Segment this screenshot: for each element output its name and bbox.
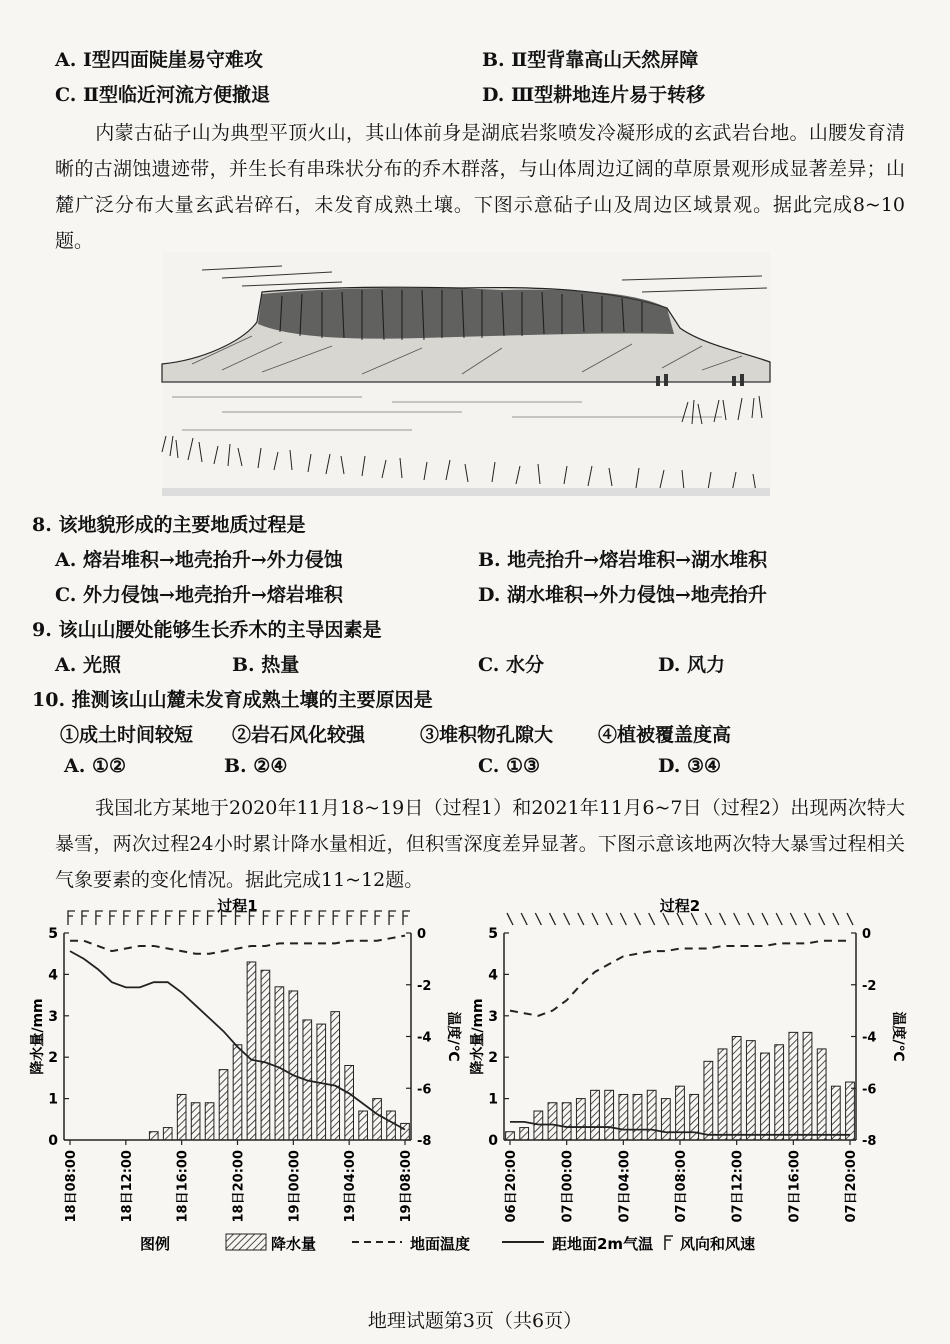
wind-barb	[762, 913, 768, 925]
chart-title: 过程1	[217, 897, 258, 915]
y-tick-label: 3	[488, 1008, 498, 1025]
wind-barb	[291, 911, 298, 925]
precip-bar	[661, 1099, 670, 1140]
q10-option-a: A. ①②	[64, 755, 127, 777]
x-tick-label: 19日04:00	[343, 1150, 359, 1223]
legend-ground-temp-label: 地面温度	[410, 1235, 471, 1253]
wind-barb	[521, 913, 527, 925]
option-a-prev: A. Ⅰ型四面陡崖易守难攻	[55, 49, 263, 71]
q10-statement-2: ②岩石风化较强	[232, 724, 366, 746]
precip-bar	[591, 1090, 600, 1140]
legend-air-temp-label: 距地面2m气温	[552, 1235, 654, 1253]
wind-barb	[776, 913, 782, 925]
wind-barb	[649, 913, 655, 925]
precip-bar	[520, 1128, 529, 1140]
wind-barb	[96, 911, 103, 925]
wind-barb	[208, 911, 215, 925]
y2-tick-label: 0	[417, 927, 427, 942]
option-b-prev: B. Ⅱ型背靠高山天然屏障	[482, 49, 699, 71]
q10-stem: 10. 推测该山山麓未发育成熟土壤的主要原因是	[32, 689, 433, 711]
q10-option-d: D. ③④	[658, 755, 722, 777]
passage-1	[55, 115, 905, 259]
q10-statement-4: ④植被覆盖度高	[598, 724, 732, 746]
precip-bar	[562, 1103, 571, 1140]
wind-barb	[263, 911, 270, 925]
wind-barb	[152, 911, 159, 925]
x-tick-label: 06日20:00	[504, 1150, 519, 1223]
ground-temp-line	[510, 941, 850, 1016]
precip-bar	[633, 1094, 642, 1140]
y2-axis-label: 温度/℃	[445, 1011, 461, 1062]
y2-tick-label: 0	[862, 927, 872, 942]
y2-tick-label: -2	[417, 978, 432, 994]
legend-precip-swatch	[226, 1234, 266, 1250]
precip-bar	[163, 1128, 172, 1140]
precip-bar	[233, 1045, 242, 1140]
q8-option-d: D. 湖水堆积→外力侵蚀→地壳抬升	[478, 584, 767, 606]
option-d-prev: D. Ⅲ型耕地连片易于转移	[482, 84, 706, 106]
y2-tick-label: -8	[862, 1134, 877, 1149]
precip-bar	[789, 1032, 798, 1140]
chart-legend	[140, 1228, 820, 1258]
passage-2	[55, 790, 905, 898]
landscape-sketch	[162, 252, 770, 496]
wind-barb	[347, 911, 354, 925]
chart-process-2	[460, 895, 906, 1223]
wind-barb	[592, 913, 598, 925]
precip-bar	[387, 1111, 396, 1140]
y-tick-label: 1	[48, 1091, 58, 1108]
q9-stem: 9. 该山山腰处能够生长乔木的主导因素是	[32, 619, 382, 641]
precip-bar	[401, 1123, 410, 1140]
precip-bar	[761, 1053, 770, 1140]
wind-barb	[361, 911, 368, 925]
y-tick-label: 5	[488, 926, 498, 942]
precip-bar	[605, 1090, 614, 1140]
wind-barb	[138, 911, 145, 925]
x-tick-label: 19日08:00	[399, 1150, 414, 1223]
precip-bar	[345, 1065, 354, 1140]
wind-barb	[319, 911, 326, 925]
q10-option-c: C. ①③	[478, 755, 541, 777]
wind-barb	[403, 911, 410, 925]
x-tick-label: 07日12:00	[730, 1150, 746, 1223]
precip-bar	[619, 1094, 628, 1140]
precip-bar	[831, 1086, 840, 1140]
precip-bar	[576, 1099, 585, 1140]
chart-process-1	[20, 895, 461, 1223]
x-tick-label: 18日20:00	[231, 1150, 247, 1223]
precip-bar	[534, 1111, 543, 1140]
wind-barb	[833, 913, 839, 925]
wind-barb	[578, 913, 584, 925]
wind-barb	[748, 913, 754, 925]
wind-barb	[124, 911, 131, 925]
y2-tick-label: -2	[862, 978, 877, 994]
y2-axis-label: 温度/℃	[890, 1011, 906, 1062]
y-axis-label: 降水量/mm	[470, 998, 486, 1075]
passage-2-text: 我国北方某地于2020年11月18~19日（过程1）和2021年11月6~7日（过程2）出现两次特大暴雪，两次过程24小时累计降水量相近，但积雪深度差异显著。下图示意该地两次特大暴雪过程相关气象要素的变化情况。据此完成11~12题。	[55, 797, 905, 891]
precip-bar	[732, 1037, 741, 1141]
option-c-prev: C. Ⅱ型临近河流方便撤退	[55, 84, 271, 106]
precip-bar	[647, 1090, 656, 1140]
x-tick-label: 07日00:00	[560, 1150, 576, 1223]
precip-bar	[506, 1132, 515, 1140]
wind-barb	[194, 911, 201, 925]
precip-bar	[289, 991, 298, 1140]
legend-wind-label: 风向和风速	[680, 1235, 756, 1253]
precip-bar	[718, 1049, 727, 1140]
y-axis-label: 降水量/mm	[30, 998, 46, 1075]
wind-barb	[333, 911, 340, 925]
y-tick-label: 1	[488, 1091, 498, 1108]
y2-tick-label: -6	[862, 1082, 877, 1098]
wind-barb	[305, 911, 312, 925]
x-tick-label: 18日08:00	[64, 1150, 79, 1223]
x-tick-label: 07日08:00	[674, 1150, 689, 1223]
passage-1-text: 内蒙古砧子山为典型平顶火山，其山体前身是湖底岩浆喷发冷凝形成的玄武岩台地。山腰发育清晰的古湖蚀遗迹带，并生长有串珠状分布的乔木群落，与山体周边辽阔的草原景观形成显著差异；山麓广泛分布大量玄武岩碎石，未发育成熟土壤。下图示意砧子山及周边区域景观。据此完成8~10题。	[55, 122, 905, 252]
q10-statement-1: ①成土时间较短	[60, 724, 194, 746]
x-tick-label: 19日00:00	[287, 1150, 303, 1223]
legend-title: 图例	[140, 1235, 171, 1253]
precip-bar	[275, 987, 284, 1140]
q9-option-c: C. 水分	[478, 654, 545, 676]
wind-barb	[606, 913, 612, 925]
y-tick-label: 2	[488, 1050, 498, 1067]
wind-barb	[535, 913, 541, 925]
y-tick-label: 3	[48, 1008, 58, 1025]
chart-title: 过程2	[659, 897, 701, 915]
precip-bar	[803, 1032, 812, 1140]
page-footer: 地理试题第3页（共6页）	[367, 1310, 583, 1332]
y-tick-label: 5	[48, 926, 58, 942]
y2-tick-label: -6	[417, 1082, 432, 1098]
wind-barb	[180, 911, 187, 925]
y2-tick-label: -4	[862, 1030, 877, 1046]
wind-barb	[564, 913, 570, 925]
x-tick-label: 18日16:00	[175, 1150, 191, 1223]
q9-option-b: B. 热量	[232, 654, 300, 676]
precip-bar	[149, 1132, 158, 1140]
precip-bar	[817, 1049, 826, 1140]
wind-barb	[705, 913, 711, 925]
y-tick-label: 0	[488, 1133, 498, 1149]
q8-stem: 8. 该地貌形成的主要地质过程是	[32, 514, 306, 536]
wind-barb	[635, 913, 641, 925]
precip-bar	[846, 1082, 855, 1140]
precip-bar	[704, 1061, 713, 1140]
y-tick-label: 4	[488, 967, 498, 984]
wind-barb	[847, 913, 853, 925]
y2-tick-label: -4	[417, 1030, 432, 1046]
q9-option-a: A. 光照	[55, 654, 121, 676]
x-tick-label: 07日04:00	[617, 1150, 633, 1223]
wind-barb	[277, 911, 284, 925]
wind-barb	[110, 911, 117, 925]
q8-option-c: C. 外力侵蚀→地壳抬升→熔岩堆积	[55, 584, 343, 606]
wind-barb	[68, 911, 75, 925]
wind-barb	[82, 911, 89, 925]
y-tick-label: 0	[48, 1133, 58, 1149]
precip-bar	[331, 1012, 340, 1140]
x-tick-label: 18日12:00	[119, 1150, 135, 1223]
precip-bar	[359, 1111, 368, 1140]
q10-option-b: B. ②④	[224, 755, 288, 777]
wind-barb	[805, 913, 811, 925]
x-tick-label: 07日16:00	[787, 1150, 803, 1223]
wind-barb	[819, 913, 825, 925]
q9-option-d: D. 风力	[658, 654, 726, 676]
q8-option-a: A. 熔岩堆积→地壳抬升→外力侵蚀	[55, 549, 343, 571]
wind-barb	[550, 913, 556, 925]
wind-barb	[389, 911, 396, 925]
x-tick-label: 07日20:00	[844, 1150, 859, 1223]
q8-option-b: B. 地壳抬升→熔岩堆积→湖水堆积	[478, 549, 768, 571]
wind-barb	[790, 913, 796, 925]
precip-bar	[373, 1099, 382, 1140]
wind-barb	[734, 913, 740, 925]
q10-statement-3: ③堆积物孔隙大	[420, 724, 554, 746]
wind-barb-icon	[665, 1236, 673, 1250]
precip-bar	[548, 1103, 557, 1140]
precip-bar	[191, 1103, 200, 1140]
y-tick-label: 2	[48, 1050, 58, 1067]
precip-bar	[775, 1045, 784, 1140]
wind-barb	[720, 913, 726, 925]
precip-bar	[205, 1103, 214, 1140]
precip-bar	[746, 1041, 755, 1140]
precip-bar	[219, 1070, 228, 1140]
legend-precip-label: 降水量	[271, 1235, 317, 1253]
y-tick-label: 4	[48, 967, 58, 984]
wind-barb	[375, 911, 382, 925]
y2-tick-label: -8	[417, 1134, 432, 1149]
precip-bar	[177, 1094, 186, 1140]
precip-bar	[261, 970, 270, 1140]
wind-barb	[166, 911, 173, 925]
precip-bar	[247, 962, 256, 1140]
wind-barb	[620, 913, 626, 925]
ground-temp-line	[70, 936, 405, 954]
wind-barb	[507, 913, 513, 925]
